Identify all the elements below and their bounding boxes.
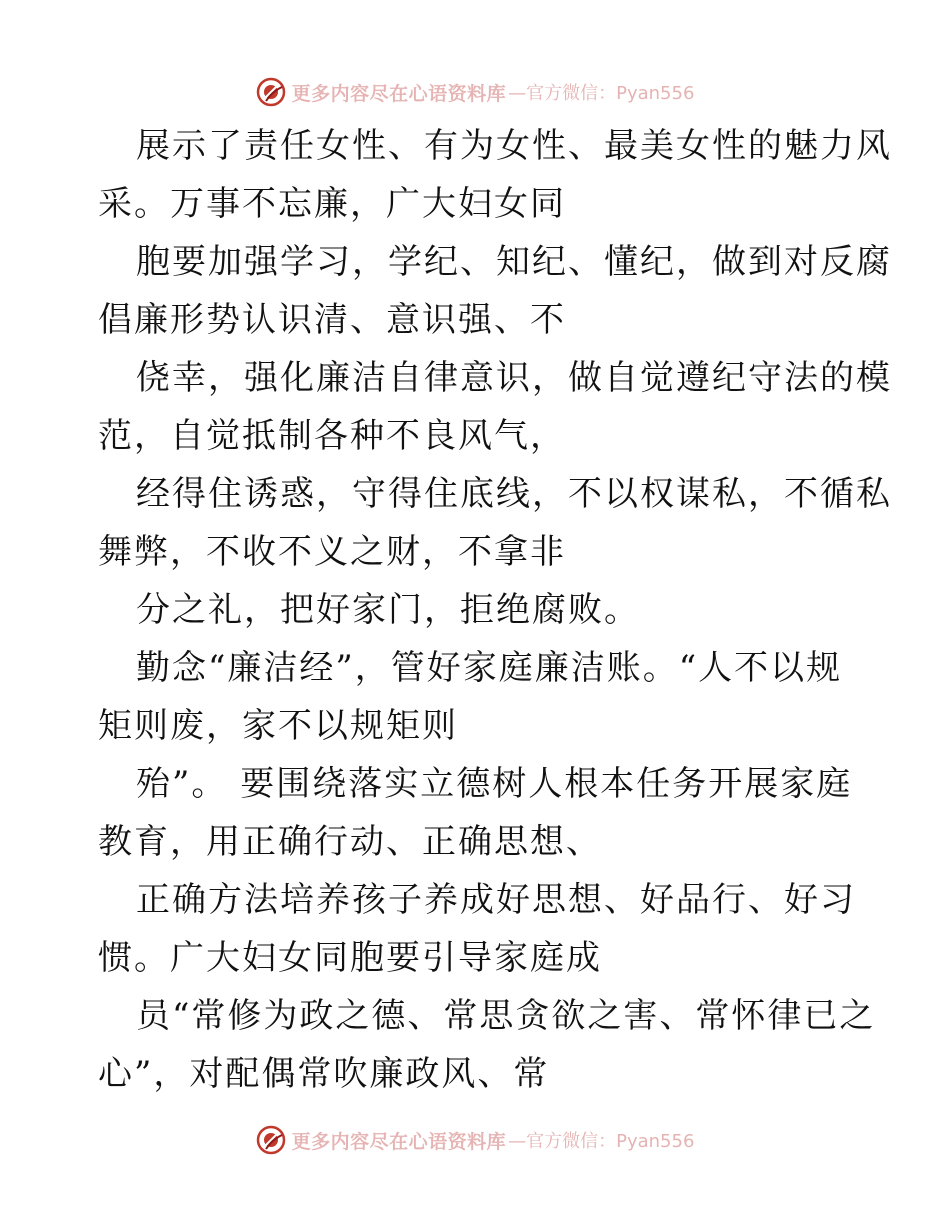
text-line: 侥幸，强化廉洁自律意识，做自觉遵纪守法的模: [136, 358, 892, 398]
text-line: 心”，对配偶常吹廉政风、常: [98, 1054, 550, 1094]
text-line: 范，自觉抵制各种不良风气，: [98, 416, 566, 456]
text-line: 勤念“廉洁经”，管好家庭廉洁账。“人不以规: [136, 648, 843, 688]
logo-icon: [256, 1125, 286, 1155]
text-line: 经得住诱惑，守得住底线，不以权谋私，不循私: [136, 474, 892, 514]
text-line: 教育，用正确行动、正确思想、: [98, 822, 602, 862]
footer-watermark: [0, 1120, 950, 1160]
watermark-main-text: 更多内容尽在心语资料库: [291, 1130, 507, 1153]
text-line: 矩则废，家不以规矩则: [98, 706, 458, 746]
text-line: 惯。广大妇女同胞要引导家庭成: [98, 938, 602, 978]
text-line: 采。万事不忘廉，广大妇女同: [98, 184, 566, 224]
text-line: 殆”。 要围绕落实立德树人根本任务开展家庭: [136, 764, 853, 804]
header-watermark: [0, 72, 950, 112]
text-line: 展示了责任女性、有为女性、最美女性的魅力风: [136, 126, 892, 166]
text-line: 正确方法培养孩子养成好思想、好品行、好习: [136, 880, 856, 920]
watermark-sub-text: —官方微信：Pyan556: [508, 1131, 695, 1152]
watermark-main-text: 更多内容尽在心语资料库: [291, 82, 507, 105]
text-line: 分之礼，把好家门，拒绝腐败。: [136, 590, 640, 630]
watermark-sub-text: —官方微信：Pyan556: [508, 83, 695, 104]
text-line: 舞弊，不收不义之财，不拿非: [98, 532, 566, 572]
text-line: 倡廉形势认识清、意识强、不: [98, 300, 566, 340]
text-line: 员“常修为政之德、常思贪欲之害、常怀律已之: [136, 996, 876, 1036]
text-line: 胞要加强学习，学纪、知纪、懂纪，做到对反腐: [136, 242, 892, 282]
logo-icon: [256, 77, 286, 107]
